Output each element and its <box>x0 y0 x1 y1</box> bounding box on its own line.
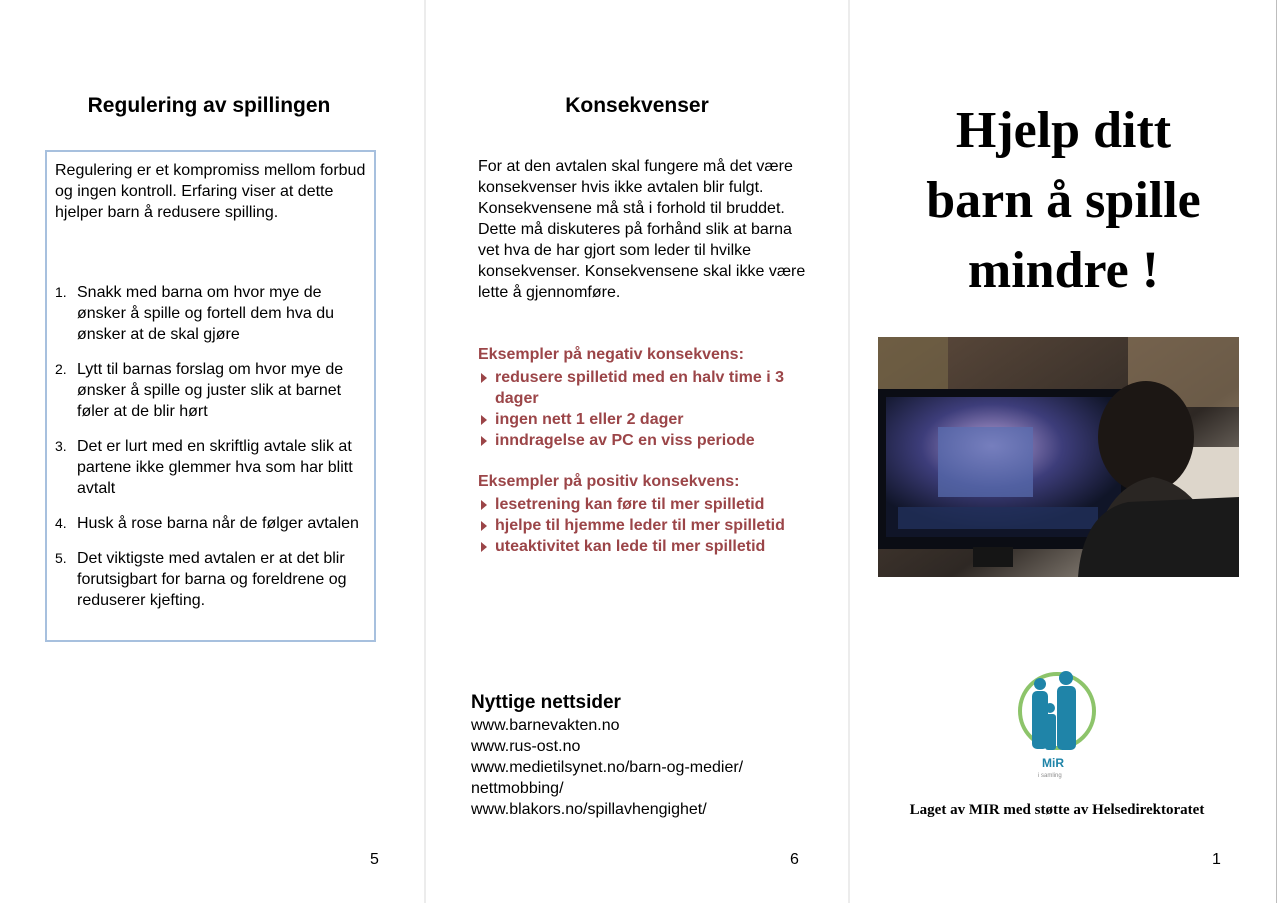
logo-text: MiR <box>1042 756 1064 770</box>
list-item: lesetrening kan føre til mer spilletid <box>478 494 808 515</box>
negative-list <box>478 367 808 451</box>
page-title: Konsekvenser <box>565 94 709 117</box>
child-gaming-photo-icon <box>878 337 1239 577</box>
regulation-box <box>45 150 376 642</box>
page-number: 6 <box>790 851 799 868</box>
intro-text: Regulering er et kompromiss mellom forbud og ingen kontroll. Erfaring viser at dette hjelper barn å redusere spilling. <box>55 162 366 221</box>
useful-sites-title: Nyttige nettsider <box>471 692 621 713</box>
panel-page-1-cover <box>850 0 1277 903</box>
page-title: Regulering av spillingen <box>87 94 331 117</box>
logo-subtext: i samling <box>1038 773 1062 779</box>
list-item: redusere spilletid med en halv time i 3 dager <box>478 367 808 409</box>
site-link[interactable]: www.medietilsynet.no/barn-og-medier/ <box>471 759 744 776</box>
panel-page-6 <box>426 0 848 903</box>
positive-heading: Eksempler på positiv konsekvens: <box>478 473 740 490</box>
family-logo-icon <box>1014 668 1100 780</box>
arrow-bullet-icon <box>481 436 487 446</box>
list-item: uteaktivitet kan lede til mer spilletid <box>478 536 808 557</box>
list-item: inndragelse av PC en viss periode <box>478 430 808 451</box>
site-link[interactable]: www.barnevakten.no <box>471 717 620 734</box>
page-number: 5 <box>370 851 379 868</box>
credit-line: Laget av MIR med støtte av Helsedirektoratet <box>909 802 1205 818</box>
arrow-bullet-icon <box>481 373 487 383</box>
list-item: 2. Lytt til barnas forslag om hvor mye de ønsker å spille og juster slik at barnet føler at de blir hørt <box>55 361 344 420</box>
page-number: 1 <box>1212 851 1221 868</box>
list-item: 4. Husk å rose barna når de følger avtalen <box>55 515 359 532</box>
negative-heading: Eksempler på negativ konsekvens: <box>478 346 744 363</box>
steps-list <box>53 282 373 625</box>
list-item: 5. Det viktigste med avtalen er at det blir forutsigbart for barna og foreldrene og reduserer kjefting. <box>55 550 347 609</box>
site-link-continued[interactable]: nettmobbing/ <box>471 780 564 797</box>
arrow-bullet-icon <box>481 521 487 531</box>
panel-page-5 <box>0 0 424 903</box>
arrow-bullet-icon <box>481 415 487 425</box>
useful-sites-list <box>471 715 743 820</box>
arrow-bullet-icon <box>481 500 487 510</box>
list-item: ingen nett 1 eller 2 dager <box>478 409 808 430</box>
arrow-bullet-icon <box>481 542 487 552</box>
site-link[interactable]: www.rus-ost.no <box>471 738 581 755</box>
list-item: 3. Det er lurt med en skriftlig avtale slik at partene ikke glemmer hva som har blitt avtalt <box>55 438 353 497</box>
list-item: 1. Snakk med barna om hvor mye de ønsker å spille og fortell dem hva du ønsker at de skal gjøre <box>55 284 335 343</box>
site-link[interactable]: www.blakors.no/spillavhengighet/ <box>471 801 707 818</box>
positive-list <box>478 494 808 557</box>
consequences-paragraph: For at den avtalen skal fungere må det være konsekvenser hvis ikke avtalen blir fulgt. Konsekvensene må stå i forhold til bruddet. Dette må diskuteres på forhånd slik at barna vet hva de har gjort som leder til hvilke konsekvenser. Konsekvensene skal ikke være lette å gjennomføre. <box>478 158 806 301</box>
cover-title: Hjelp ditt barn å spille mindre ! <box>926 102 1201 299</box>
list-item: hjelpe til hjemme leder til mer spilletid <box>478 515 808 536</box>
